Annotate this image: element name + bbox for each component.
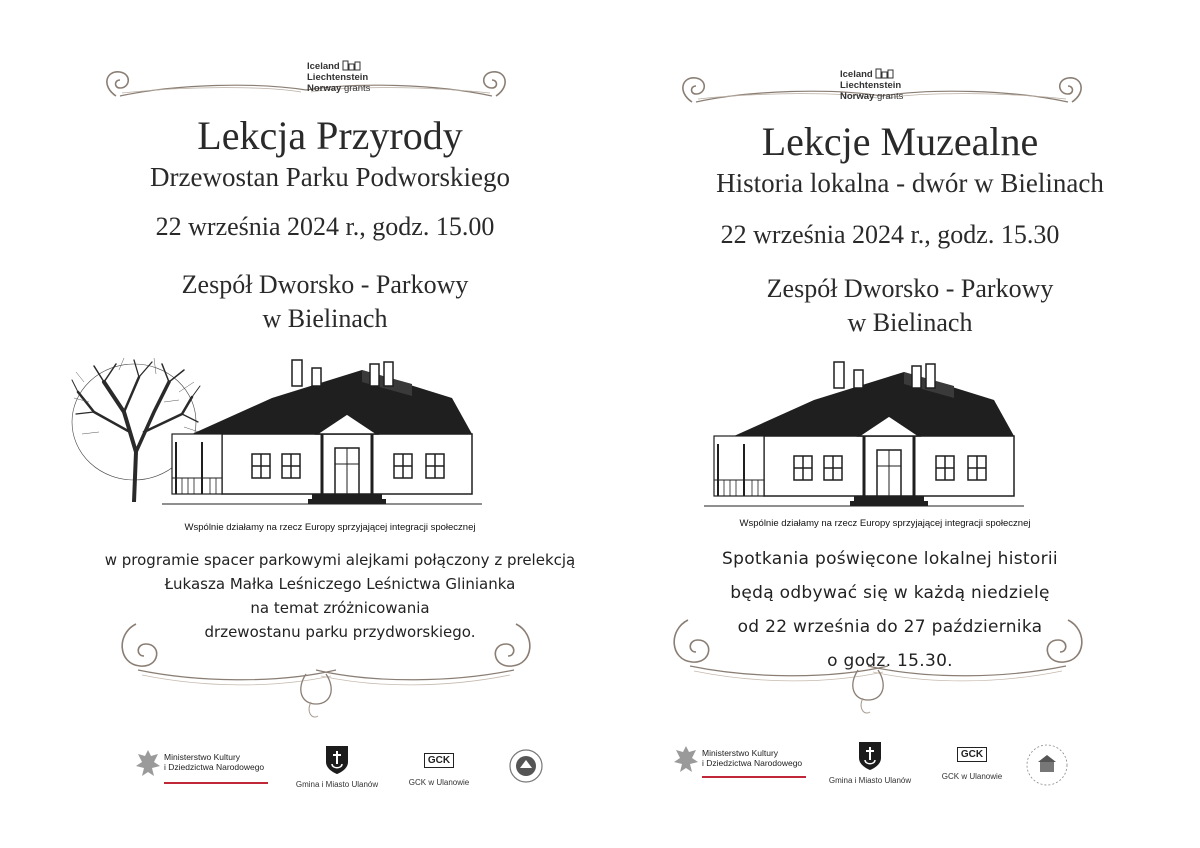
venue-line1: Zespół Dworsko - Parkowy bbox=[766, 274, 1054, 303]
grants-line3-light: grants bbox=[876, 91, 904, 102]
grants-line1: Iceland bbox=[840, 69, 873, 80]
decorative-scroll-bottom bbox=[658, 600, 1098, 720]
ministry-name-line1: Ministerstwo Kultury bbox=[702, 748, 779, 758]
event-date: 22 września 2024 r., godz. 15.30 bbox=[720, 220, 1060, 249]
circular-stamp-logo bbox=[1024, 742, 1070, 788]
poster-title: Lekcje Muzealne bbox=[761, 119, 1039, 164]
europe-slogan: Wspólnie działamy na rzecz Europy sprzyjającej integracji społecznej bbox=[739, 518, 1031, 529]
grants-line2: Liechtenstein bbox=[307, 72, 369, 83]
grants-line3-light: grants bbox=[343, 83, 371, 94]
venue-line2: w Bielinach bbox=[847, 308, 973, 337]
gmina-name: Gmina i Miasto Ulanów bbox=[828, 776, 912, 785]
gck-logo bbox=[404, 748, 474, 787]
venue bbox=[0, 268, 650, 336]
program-line: Łukasza Małka Leśniczego Leśnictwa Glinianka bbox=[164, 575, 516, 593]
poster-right bbox=[600, 0, 1200, 848]
grants-logo-icon bbox=[875, 68, 895, 79]
program-line: o godz. 15.30. bbox=[827, 651, 953, 671]
ministry-red-line bbox=[164, 782, 268, 784]
eea-grants-logo bbox=[840, 68, 903, 102]
eagle-emblem-icon bbox=[672, 744, 700, 776]
poster-title: Lekcja Przyrody bbox=[197, 113, 463, 158]
grants-line3: Norway bbox=[307, 83, 342, 94]
coat-of-arms-icon bbox=[857, 740, 883, 772]
venue bbox=[600, 272, 1200, 340]
gmina-logo bbox=[822, 740, 918, 785]
gck-name: GCK w Ulanowie bbox=[941, 772, 1003, 781]
venue-line1: Zespół Dworsko - Parkowy bbox=[181, 270, 469, 299]
program-line: od 22 września do 27 października bbox=[737, 617, 1043, 637]
ministry-name-line1: Ministerstwo Kultury bbox=[164, 752, 241, 762]
gck-badge: GCK bbox=[424, 753, 454, 768]
program-line: drzewostanu parku przydworskiego. bbox=[204, 623, 476, 641]
ministry-name-line2: i Dziedzictwa Narodowego bbox=[164, 762, 265, 772]
poster-subtitle: Drzewostan Parku Podworskiego bbox=[150, 162, 510, 192]
grants-line2: Liechtenstein bbox=[840, 80, 902, 91]
gck-badge: GCK bbox=[957, 747, 987, 762]
program-line: w programie spacer parkowymi alejkami połączony z prelekcją bbox=[104, 551, 576, 569]
europe-slogan: Wspólnie działamy na rzecz Europy sprzyjającej integracji społecznej bbox=[184, 522, 476, 533]
gck-name: GCK w Ulanowie bbox=[408, 778, 470, 787]
decorative-scroll-top bbox=[96, 66, 516, 106]
venue-line2: w Bielinach bbox=[262, 304, 388, 333]
gmina-logo bbox=[290, 744, 384, 789]
decorative-scroll-bottom bbox=[106, 604, 546, 724]
grants-line1: Iceland bbox=[307, 61, 340, 72]
program-line: na temat zróżnicowania bbox=[250, 599, 430, 617]
manor-house-illustration bbox=[704, 358, 1034, 510]
ministry-name-line2: i Dziedzictwa Narodowego bbox=[702, 758, 803, 768]
manor-house-illustration bbox=[162, 356, 492, 508]
circular-stamp-logo bbox=[508, 748, 544, 784]
program-line: będą odbywać się w każdą niedzielę bbox=[730, 583, 1050, 603]
eea-grants-logo bbox=[307, 60, 370, 94]
program-line: Spotkania poświęcone lokalnej historii bbox=[722, 549, 1058, 569]
poster-subtitle: Historia lokalna - dwór w Bielinach bbox=[716, 168, 1104, 198]
ministry-red-line bbox=[702, 776, 806, 778]
gck-logo bbox=[934, 742, 1010, 781]
grants-logo-icon bbox=[342, 60, 362, 71]
grants-line3: Norway bbox=[840, 91, 875, 102]
eagle-emblem-icon bbox=[134, 748, 162, 780]
coat-of-arms-icon bbox=[324, 744, 350, 776]
gmina-name: Gmina i Miasto Ulanów bbox=[295, 780, 379, 789]
event-date: 22 września 2024 r., godz. 15.00 bbox=[155, 212, 495, 241]
